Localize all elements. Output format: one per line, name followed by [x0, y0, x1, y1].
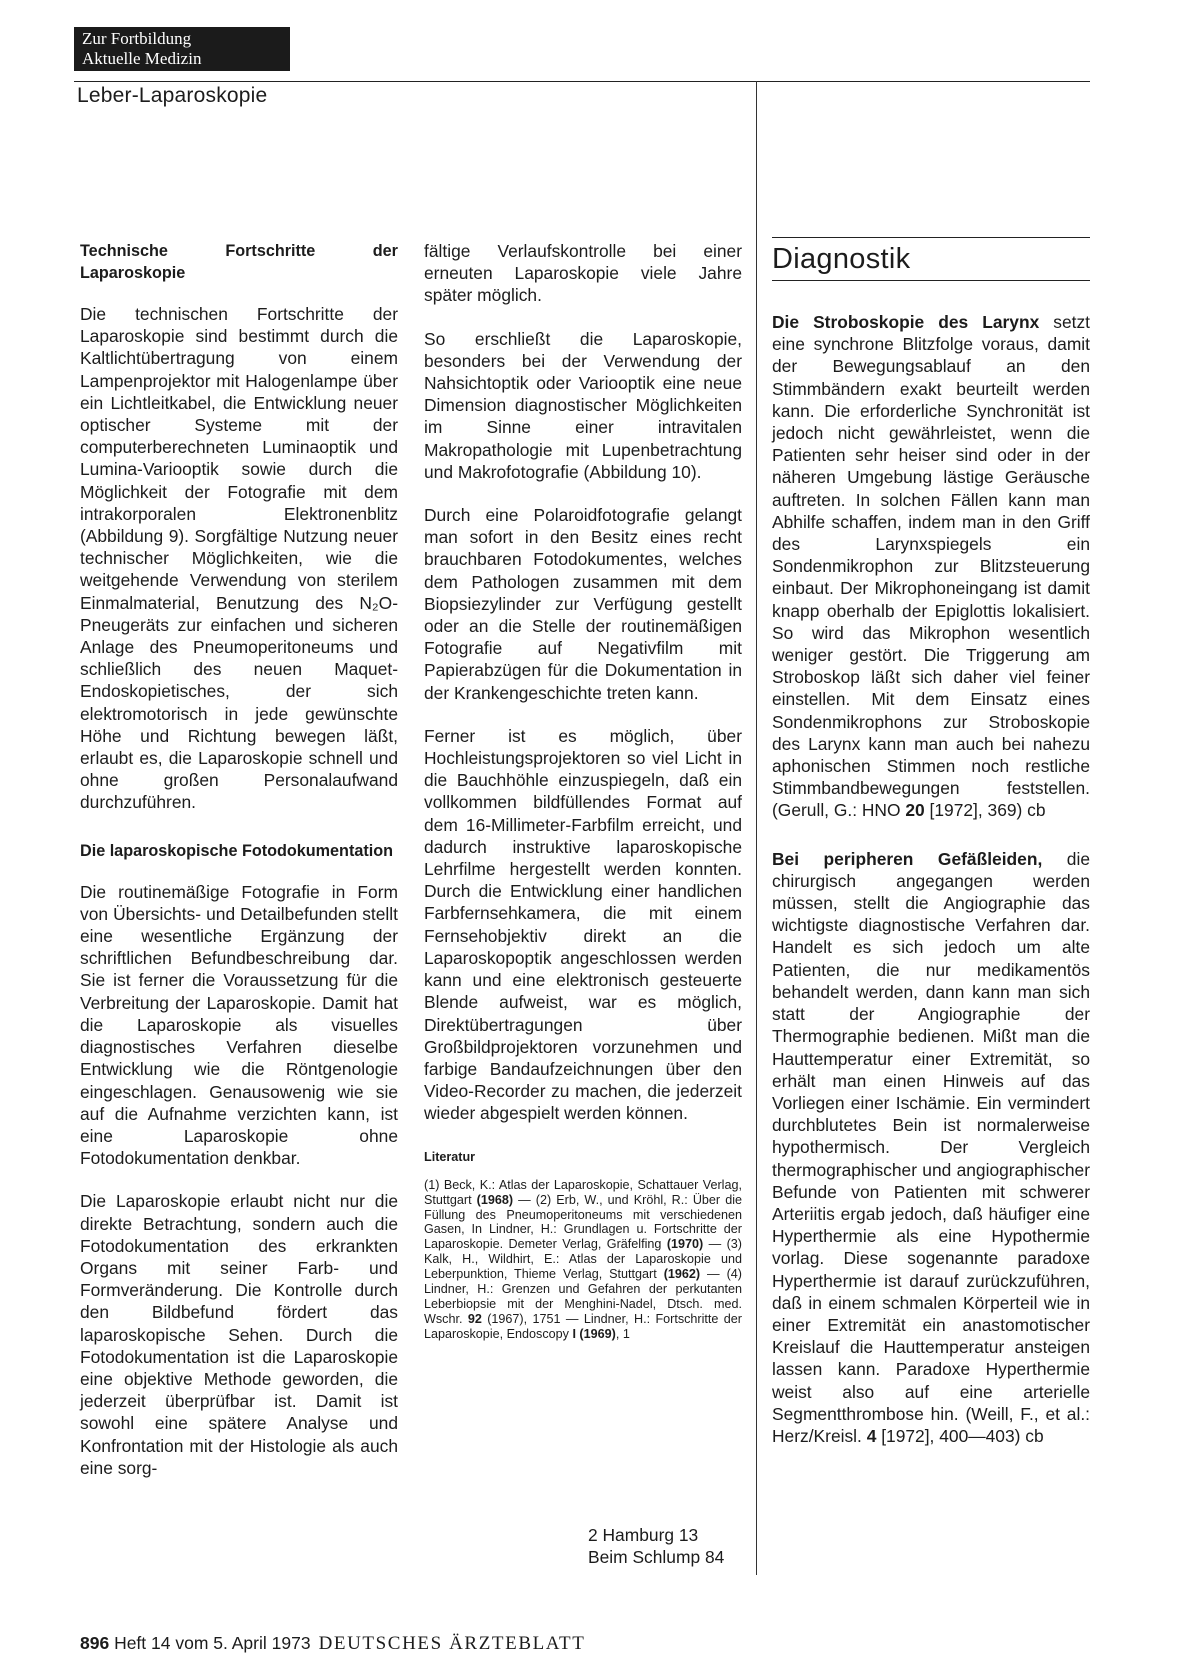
article-text: setzt eine synchrone Blitzfolge voraus, damit der Bewegungsablauf an den Stimmbändern exakt beurteilt werden kann. Die erforderliche Synchronität ist jedoch nicht gewährleistet, wenn die Patienten sehr heiser sind oder in der näheren Umgebung lästige Geräusche auftreten. In solchen Fällen kann man Abhilfe schaffen, indem man in den Griff des Larynxspiegels ein Sondenmikrophon zur Blitzsteuerung einbaut. Der Mikrophoneingang ist damit knapp oberhalb der Epiglottis lokalisiert. So wird das Mikrophon wesentlich weniger gestört. Die Triggerung am Stroboskop läßt sich daher viel feiner einstellen. Mit dem Einsatz eines Sondenmikrophons zur Stroboskopie des Larynx kann man auch bei nahezu aphonischen Stimmen noch restliche Stimmbandbewegungen feststellen. (Gerull, G.: HNO	[772, 312, 1090, 821]
ref-text: — (2) Erb, W., und Kröhl, R.: Über die Füllung des Pneumoperitoneums mit verschiedenen Gasen, In Lindner, H.: Grundlagen u. Fortschritte der Laparoskopie. Demeter Verlag, Gräfelfing	[424, 1192, 742, 1252]
paragraph: fältige Verlaufskontrolle bei einer erneuten Laparoskopie viele Jahre später möglich.	[424, 241, 742, 306]
ref-year: (1968)	[476, 1192, 514, 1207]
ref-text: (1) Beck, K.: Atlas der Laparoskopie, Schattauer Verlag, Stuttgart	[424, 1177, 742, 1207]
ref-volume: 92	[467, 1311, 482, 1326]
article-text: die chirurgisch angegangen werden müssen, stellt die Angiographie das wichtigste diagnostische Verfahren dar. Handelt es sich jedoch um alte Patienten, die nur medikamentös behandelt werden, dann kann man sich statt der Angiographie der Thermographie bedienen. Mißt man die Hauttemperatur einer Extremität, so erhält man einen Hinweis auf das Vorliegen einer Ischämie. Ein vermindert durchblutetes Bein ist normalerweise hypothermisch. Der Vergleich thermographischer und angiographischer Befunde von Patienten mit schwerer Arteriitis ergab jedoch, daß häufiger eine Hyperthermie als eine Hypothermie vorlag. Diese sogenannte paradoxe Hyperthermie ist darauf zurückzuführen, daß in einem schmalen Körperteil wie in einer Extremität ein anastomotischer Kreislauf die Hauttemperatur ansteigen lassen kann. Paradoxe Hyperthermie weist also auf eine arterielle Segmentthrombose hin. (Weill, F., et al.: Herz/Kreisl.	[772, 848, 1090, 1446]
ref-text: , 1	[615, 1326, 630, 1341]
rubric-line-1: Zur Fortbildung	[82, 29, 192, 48]
rubric-line-2: Aktuelle Medizin	[82, 49, 202, 68]
address-line-1: 2 Hamburg 13	[588, 1525, 699, 1545]
paragraph: So erschließt die Laparoskopie, besonders bei der Verwendung der Nahsichtoptik oder Variooptik eine neue Dimension diagnostischer Möglichkeiten im Sinne einer intravitalen Makropathologie mit Lupenbetrachtung und Makrofotografie (Abbildung 10).	[424, 328, 742, 482]
author-address	[588, 1524, 724, 1568]
ref-year: (1970)	[666, 1237, 704, 1252]
page-number: 896	[80, 1633, 110, 1653]
references-list	[424, 1178, 742, 1342]
ref-year: (1962)	[663, 1267, 701, 1282]
diagnostik-title: Diagnostik	[772, 243, 911, 275]
column-right	[772, 240, 1090, 1468]
header-rule	[74, 81, 1090, 82]
references-heading: Literatur	[424, 1149, 476, 1164]
article-vascular	[772, 848, 1090, 1447]
paragraph: Die technischen Fortschritte der Laparoskopie sind bestimmt durch die Kaltlichtübertragung von einem Lampenprojektor mit Halogenlampe über ein Lichtleitkabel, die Entwicklung neuer optischer Systeme mit der computerberechneten Luminaoptik und Lumina-Variooptik sowie durch die Möglichkeit der Fotografie mit dem intrakorporalen Elektronenblitz (Abbildung 9). Sorgfältige Nutzung neuer technischer Möglichkeiten, wie die weitgehende Verwendung von sterilem Einmalmaterial, Benutzung des N₂O-Pneugeräts zur einfachen und sicheren Anlage des Pneumoperitoneums und schließlich des neuen Maquet-Endoskopietisches, der sich elektromotorisch in jede gewünschte Höhe und Richtung bewegen läßt, erlaubt es, die Laparoskopie schnell und ohne großen Personalaufwand durchzuführen.	[80, 304, 398, 813]
column-middle	[424, 240, 742, 1342]
paragraph: Die routinemäßige Fotografie in Form von Übersichts- und Detailbefunden stellt eine wesentliche Ergänzung der schriftlichen Befundbeschreibung dar. Sie ist ferner die Voraussetzung für die Verbreitung der Laparoskopie. Damit hat die Laparoskopie als visuelles diagnostisches Verfahren dieselbe Entwicklung wie die Röntgenologie eingeschlagen. Genausowenig wie sie auf die Aufnahme verzichten kann, ist eine Laparoskopie ohne Fotodokumentation denkbar.	[80, 881, 398, 1169]
ref-text: — (4) Lindner, H.: Grenzen und Gefahren der perkutanten Leberbiopsie mit der Menghini-Nadel, Dtsch. med. Wschr.	[424, 1267, 742, 1326]
issue-info: Heft 14 vom 5. April 1973	[109, 1633, 311, 1653]
page-footer	[80, 1633, 585, 1655]
article-lead: Die Stroboskopie des Larynx	[772, 312, 1040, 332]
citation-end: [1972], 400—403) cb	[876, 1425, 1044, 1446]
column-divider	[756, 81, 757, 1575]
citation-volume: 20	[905, 800, 925, 821]
heading-technical-progress: Technische Fortschritte der Laparoskopie	[80, 242, 398, 282]
heading-photo-documentation: Die laparoskopische Fotodokumentation	[80, 841, 394, 860]
ref-text: — (3) Kalk, H., Wildhirt, E.: Atlas der Laparoskopie und Leberpunktion, Thieme Verlag, Stuttgart	[424, 1237, 742, 1282]
rubric-badge	[74, 27, 290, 71]
ref-volume: I (1969)	[572, 1326, 616, 1341]
article-lead: Bei peripheren Gefäßleiden,	[772, 848, 1043, 869]
column-left	[80, 240, 398, 1500]
diagnostik-header	[772, 237, 1090, 281]
paragraph: Die Laparoskopie erlaubt nicht nur die direkte Betrachtung, sondern auch die Fotodokumentation des erkrankten Organs mit seiner Farb- und Formveränderung. Die Kontrolle durch den Bildbefund fördert das laparoskopische Sehen. Durch die Fotodokumentation ist die Laparoskopie eine objektive Methode geworden, die jederzeit überprüfbar ist. Damit ist sowohl eine spätere Analyse und Konfrontation mit der Histologie als auch eine sorg-	[80, 1191, 398, 1478]
section-title: Leber-Laparoskopie	[77, 84, 268, 107]
article-stroboscopy	[772, 311, 1090, 822]
paragraph: Durch eine Polaroidfotografie gelangt man sofort in den Besitz eines recht brauchbaren Fotodokumentes, welches dem Pathologen zusammen mit dem Biopsiezylinder zur Verfügung gestellt oder an die Stelle der routinemäßigen Fotografie auf Negativfilm mit Papierabzügen für die Dokumentation in der Krankengeschichte treten kann.	[424, 505, 742, 703]
journal-name: DEUTSCHES ÄRZTEBLATT	[318, 1633, 586, 1654]
address-line-2: Beim Schlump 84	[588, 1547, 725, 1568]
citation-end: [1972], 369) cb	[924, 800, 1046, 821]
citation-volume: 4	[866, 1425, 877, 1446]
ref-text: (1967), 1751 — Lindner, H.: Fortschritte der Laparoskopie, Endoscopy	[424, 1311, 742, 1341]
paragraph: Ferner ist es möglich, über Hochleistungsprojektoren so viel Licht in die Bauchhöhle einzuspiegeln, daß ein vollkommen bildfüllendes Format auf dem 16-Millimeter-Farbfilm erreicht, und dadurch instruktive laparoskopische Lehrfilme hergestellt werden konnten. Durch die Entwicklung einer handlichen Farbfernsehkamera, die mit einem Fernsehobjektiv direkt an die Laparoskopoptik angeschlossen werden kann und eine elektronisch gesteuerte Blende aufweist, war es möglich, Direktübertragungen über Großbildprojektoren vorzunehmen und farbige Bandaufzeichnungen über den Video-Recorder zu machen, die jederzeit wieder abgespielt werden können.	[424, 725, 742, 1124]
